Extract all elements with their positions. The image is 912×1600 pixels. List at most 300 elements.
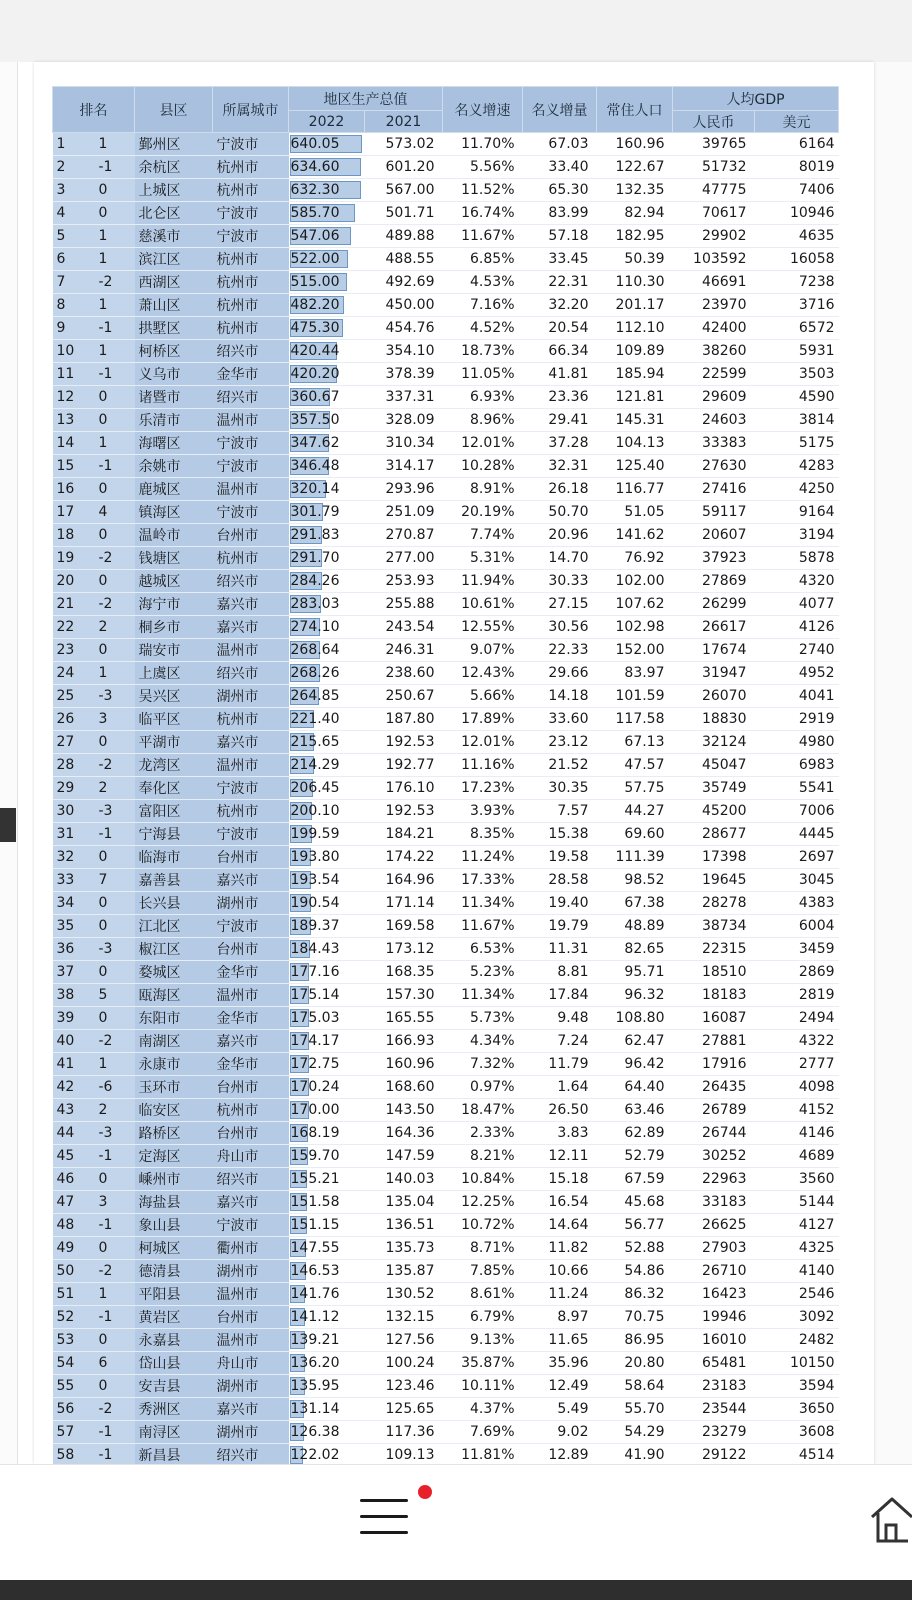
per-capita-usd-cell: 4283 <box>755 455 839 478</box>
gdp-2022-cell <box>289 179 365 202</box>
gdp-2022-cell <box>289 984 365 1007</box>
per-capita-usd-cell: 3560 <box>755 1168 839 1191</box>
table-row <box>53 938 839 961</box>
per-capita-rmb-cell: 17916 <box>673 1053 755 1076</box>
increase-cell: 10.66 <box>523 1260 597 1283</box>
gdp-2021-cell: 243.54 <box>365 616 443 639</box>
rank-cell: 24 <box>53 662 95 685</box>
city-cell: 台州市 <box>213 1122 289 1145</box>
population-cell: 111.39 <box>597 846 673 869</box>
county-cell: 江北区 <box>135 915 213 938</box>
table-row <box>53 501 839 524</box>
city-cell: 杭州市 <box>213 294 289 317</box>
growth-rate-cell: 16.74% <box>443 202 523 225</box>
header-city: 所属城市 <box>213 87 289 133</box>
county-cell: 宁海县 <box>135 823 213 846</box>
per-capita-usd-cell: 2740 <box>755 639 839 662</box>
table-body <box>53 133 839 1467</box>
gdp-2022-cell <box>289 409 365 432</box>
table-row <box>53 1306 839 1329</box>
rank-cell: 56 <box>53 1398 95 1421</box>
population-cell: 47.57 <box>597 754 673 777</box>
county-cell: 滨江区 <box>135 248 213 271</box>
gdp-2022-cell <box>289 1214 365 1237</box>
city-cell: 宁波市 <box>213 455 289 478</box>
rank-change-cell: 3 <box>95 708 135 731</box>
gdp-2021-cell: 337.31 <box>365 386 443 409</box>
gdp-2022-value: 522.00 <box>290 251 340 267</box>
gdp-2022-cell <box>289 363 365 386</box>
county-cell: 瓯海区 <box>135 984 213 1007</box>
gdp-2021-cell: 488.55 <box>365 248 443 271</box>
city-cell: 舟山市 <box>213 1352 289 1375</box>
county-cell: 越城区 <box>135 570 213 593</box>
per-capita-rmb-cell: 19946 <box>673 1306 755 1329</box>
rank-cell: 16 <box>53 478 95 501</box>
growth-rate-cell: 3.93% <box>443 800 523 823</box>
city-cell: 温州市 <box>213 409 289 432</box>
gdp-2022-value: 174.17 <box>290 1033 340 1049</box>
menu-line <box>360 1515 408 1518</box>
per-capita-usd-cell: 4590 <box>755 386 839 409</box>
per-capita-usd-cell: 2494 <box>755 1007 839 1030</box>
table-row <box>53 754 839 777</box>
county-cell: 奉化区 <box>135 777 213 800</box>
increase-cell: 30.33 <box>523 570 597 593</box>
per-capita-usd-cell: 9164 <box>755 501 839 524</box>
county-cell: 钱塘区 <box>135 547 213 570</box>
county-cell: 秀洲区 <box>135 1398 213 1421</box>
per-capita-usd-cell: 4146 <box>755 1122 839 1145</box>
rank-cell: 13 <box>53 409 95 432</box>
per-capita-usd-cell: 3650 <box>755 1398 839 1421</box>
bottom-navigation-bar <box>0 1464 912 1580</box>
county-cell: 永康市 <box>135 1053 213 1076</box>
population-cell: 102.98 <box>597 616 673 639</box>
increase-cell: 3.83 <box>523 1122 597 1145</box>
county-cell: 慈溪市 <box>135 225 213 248</box>
growth-rate-cell: 17.23% <box>443 777 523 800</box>
county-cell: 定海区 <box>135 1145 213 1168</box>
per-capita-usd-cell: 6983 <box>755 754 839 777</box>
population-cell: 109.89 <box>597 340 673 363</box>
rank-change-cell: -3 <box>95 685 135 708</box>
rank-change-cell: -2 <box>95 593 135 616</box>
county-cell: 镇海区 <box>135 501 213 524</box>
per-capita-rmb-cell: 38734 <box>673 915 755 938</box>
rank-change-cell: 0 <box>95 892 135 915</box>
growth-rate-cell: 8.91% <box>443 478 523 501</box>
increase-cell: 11.24 <box>523 1283 597 1306</box>
population-cell: 51.05 <box>597 501 673 524</box>
table-row <box>53 1260 839 1283</box>
rank-cell: 39 <box>53 1007 95 1030</box>
gdp-2021-cell: 117.36 <box>365 1421 443 1444</box>
per-capita-rmb-cell: 29122 <box>673 1444 755 1467</box>
gdp-2022-value: 320.14 <box>290 481 340 497</box>
growth-rate-cell: 7.74% <box>443 524 523 547</box>
increase-cell: 23.36 <box>523 386 597 409</box>
increase-cell: 16.54 <box>523 1191 597 1214</box>
rank-change-cell: 0 <box>95 524 135 547</box>
gdp-2022-cell <box>289 892 365 915</box>
gdp-2021-cell: 171.14 <box>365 892 443 915</box>
table-row <box>53 593 839 616</box>
gdp-2022-value: 634.60 <box>290 159 340 175</box>
gdp-2022-cell <box>289 570 365 593</box>
header-usd: 美元 <box>755 111 839 133</box>
county-cell: 海曙区 <box>135 432 213 455</box>
table-row <box>53 1076 839 1099</box>
rank-cell: 18 <box>53 524 95 547</box>
increase-cell: 22.31 <box>523 271 597 294</box>
table-row <box>53 570 839 593</box>
county-cell: 椒江区 <box>135 938 213 961</box>
bottom-edge-strip <box>0 1580 912 1600</box>
increase-cell: 33.40 <box>523 156 597 179</box>
rank-change-cell: -1 <box>95 1444 135 1467</box>
gdp-2022-cell <box>289 1076 365 1099</box>
rank-change-cell: 1 <box>95 340 135 363</box>
rank-change-cell: -2 <box>95 271 135 294</box>
population-cell: 141.62 <box>597 524 673 547</box>
gdp-2022-value: 283.03 <box>290 596 340 612</box>
county-cell: 桐乡市 <box>135 616 213 639</box>
city-cell: 湖州市 <box>213 1421 289 1444</box>
rank-change-cell: 1 <box>95 1053 135 1076</box>
population-cell: 67.38 <box>597 892 673 915</box>
per-capita-rmb-cell: 23970 <box>673 294 755 317</box>
growth-rate-cell: 5.66% <box>443 685 523 708</box>
gdp-2022-value: 177.16 <box>290 964 340 980</box>
population-cell: 95.71 <box>597 961 673 984</box>
per-capita-rmb-cell: 18183 <box>673 984 755 1007</box>
table-header <box>53 87 839 133</box>
gdp-2022-cell <box>289 1145 365 1168</box>
rank-change-cell: 0 <box>95 915 135 938</box>
per-capita-usd-cell: 10150 <box>755 1352 839 1375</box>
county-cell: 安吉县 <box>135 1375 213 1398</box>
per-capita-rmb-cell: 32124 <box>673 731 755 754</box>
increase-cell: 26.50 <box>523 1099 597 1122</box>
city-cell: 杭州市 <box>213 271 289 294</box>
per-capita-usd-cell: 3716 <box>755 294 839 317</box>
county-cell: 温岭市 <box>135 524 213 547</box>
table-row <box>53 892 839 915</box>
rank-change-cell: -2 <box>95 1260 135 1283</box>
gdp-2021-cell: 270.87 <box>365 524 443 547</box>
table-row <box>53 156 839 179</box>
table-row <box>53 1191 839 1214</box>
growth-rate-cell: 20.19% <box>443 501 523 524</box>
rank-cell: 29 <box>53 777 95 800</box>
rank-cell: 4 <box>53 202 95 225</box>
population-cell: 132.35 <box>597 179 673 202</box>
growth-rate-cell: 10.72% <box>443 1214 523 1237</box>
gdp-2021-cell: 135.87 <box>365 1260 443 1283</box>
gdp-2022-cell <box>289 432 365 455</box>
city-cell: 杭州市 <box>213 708 289 731</box>
rank-cell: 41 <box>53 1053 95 1076</box>
growth-rate-cell: 10.11% <box>443 1375 523 1398</box>
growth-rate-cell: 18.47% <box>443 1099 523 1122</box>
increase-cell: 15.38 <box>523 823 597 846</box>
gdp-2022-value: 193.54 <box>290 872 340 888</box>
per-capita-usd-cell: 2819 <box>755 984 839 1007</box>
city-cell: 温州市 <box>213 478 289 501</box>
per-capita-rmb-cell: 70617 <box>673 202 755 225</box>
gdp-2021-cell: 135.73 <box>365 1237 443 1260</box>
growth-rate-cell: 12.01% <box>443 432 523 455</box>
gdp-2021-cell: 450.00 <box>365 294 443 317</box>
population-cell: 67.13 <box>597 731 673 754</box>
city-cell: 宁波市 <box>213 225 289 248</box>
gdp-2022-cell <box>289 501 365 524</box>
gdp-2022-cell <box>289 1237 365 1260</box>
increase-cell: 12.11 <box>523 1145 597 1168</box>
county-cell: 乐清市 <box>135 409 213 432</box>
gdp-2022-value: 274.10 <box>290 619 340 635</box>
county-cell: 临安区 <box>135 1099 213 1122</box>
growth-rate-cell: 6.79% <box>443 1306 523 1329</box>
city-cell: 嘉兴市 <box>213 616 289 639</box>
table-row <box>53 432 839 455</box>
gdp-2021-cell: 143.50 <box>365 1099 443 1122</box>
table-row <box>53 616 839 639</box>
county-cell: 义乌市 <box>135 363 213 386</box>
population-cell: 82.65 <box>597 938 673 961</box>
rank-change-cell: 0 <box>95 1168 135 1191</box>
per-capita-rmb-cell: 35749 <box>673 777 755 800</box>
rank-change-cell: -1 <box>95 1145 135 1168</box>
increase-cell: 66.34 <box>523 340 597 363</box>
gdp-2021-cell: 328.09 <box>365 409 443 432</box>
per-capita-usd-cell: 4077 <box>755 593 839 616</box>
growth-rate-cell: 17.89% <box>443 708 523 731</box>
rank-change-cell: 0 <box>95 386 135 409</box>
gdp-2022-cell <box>289 1398 365 1421</box>
gdp-2021-cell: 140.03 <box>365 1168 443 1191</box>
rank-change-cell: 1 <box>95 662 135 685</box>
city-cell: 温州市 <box>213 1329 289 1352</box>
per-capita-rmb-cell: 18830 <box>673 708 755 731</box>
population-cell: 45.68 <box>597 1191 673 1214</box>
per-capita-rmb-cell: 45200 <box>673 800 755 823</box>
population-cell: 96.32 <box>597 984 673 1007</box>
header-population: 常住人口 <box>597 87 673 133</box>
population-cell: 201.17 <box>597 294 673 317</box>
per-capita-rmb-cell: 26070 <box>673 685 755 708</box>
per-capita-usd-cell: 10946 <box>755 202 839 225</box>
city-cell: 宁波市 <box>213 777 289 800</box>
gdp-2022-cell <box>289 1306 365 1329</box>
growth-rate-cell: 7.85% <box>443 1260 523 1283</box>
gdp-2021-cell: 130.52 <box>365 1283 443 1306</box>
increase-cell: 15.18 <box>523 1168 597 1191</box>
increase-cell: 8.97 <box>523 1306 597 1329</box>
population-cell: 185.94 <box>597 363 673 386</box>
rank-change-cell: 0 <box>95 961 135 984</box>
per-capita-rmb-cell: 45047 <box>673 754 755 777</box>
gdp-2021-cell: 238.60 <box>365 662 443 685</box>
city-cell: 杭州市 <box>213 156 289 179</box>
rank-cell: 42 <box>53 1076 95 1099</box>
per-capita-rmb-cell: 27869 <box>673 570 755 593</box>
gdp-2022-value: 632.30 <box>290 182 340 198</box>
county-cell: 嵊州市 <box>135 1168 213 1191</box>
county-cell: 嘉善县 <box>135 869 213 892</box>
per-capita-rmb-cell: 16087 <box>673 1007 755 1030</box>
table-row <box>53 1283 839 1306</box>
table-row <box>53 248 839 271</box>
rank-cell: 7 <box>53 271 95 294</box>
growth-rate-cell: 5.23% <box>443 961 523 984</box>
per-capita-rmb-cell: 29609 <box>673 386 755 409</box>
per-capita-rmb-cell: 59117 <box>673 501 755 524</box>
population-cell: 152.00 <box>597 639 673 662</box>
table-row <box>53 846 839 869</box>
per-capita-rmb-cell: 51732 <box>673 156 755 179</box>
gdp-2022-cell <box>289 1099 365 1122</box>
table-row <box>53 1168 839 1191</box>
table-row <box>53 1329 839 1352</box>
gdp-2022-value: 475.30 <box>290 320 340 336</box>
county-cell: 平阳县 <box>135 1283 213 1306</box>
city-cell: 嘉兴市 <box>213 1030 289 1053</box>
rank-change-cell: 0 <box>95 639 135 662</box>
city-cell: 宁波市 <box>213 133 289 156</box>
table-row <box>53 1352 839 1375</box>
growth-rate-cell: 11.05% <box>443 363 523 386</box>
gdp-2021-cell: 601.20 <box>365 156 443 179</box>
gdp-2021-cell: 310.34 <box>365 432 443 455</box>
per-capita-usd-cell: 3092 <box>755 1306 839 1329</box>
rank-change-cell: 1 <box>95 225 135 248</box>
per-capita-rmb-cell: 39765 <box>673 133 755 156</box>
city-cell: 台州市 <box>213 846 289 869</box>
growth-rate-cell: 8.96% <box>443 409 523 432</box>
header-increase: 名义增量 <box>523 87 597 133</box>
city-cell: 金华市 <box>213 363 289 386</box>
growth-rate-cell: 11.34% <box>443 984 523 1007</box>
growth-rate-cell: 7.69% <box>443 1421 523 1444</box>
city-cell: 金华市 <box>213 1007 289 1030</box>
population-cell: 67.59 <box>597 1168 673 1191</box>
gdp-2021-cell: 567.00 <box>365 179 443 202</box>
gdp-2022-cell <box>289 1260 365 1283</box>
city-cell: 嘉兴市 <box>213 1398 289 1421</box>
gdp-2022-cell <box>289 1053 365 1076</box>
increase-cell: 1.64 <box>523 1076 597 1099</box>
increase-cell: 33.45 <box>523 248 597 271</box>
gdp-2022-value: 135.95 <box>290 1378 340 1394</box>
table-row <box>53 225 839 248</box>
per-capita-usd-cell: 3459 <box>755 938 839 961</box>
growth-rate-cell: 12.25% <box>443 1191 523 1214</box>
rank-cell: 30 <box>53 800 95 823</box>
per-capita-usd-cell: 4980 <box>755 731 839 754</box>
rank-change-cell: 2 <box>95 777 135 800</box>
county-cell: 拱墅区 <box>135 317 213 340</box>
per-capita-rmb-cell: 33383 <box>673 432 755 455</box>
per-capita-usd-cell: 2919 <box>755 708 839 731</box>
county-cell: 鄞州区 <box>135 133 213 156</box>
city-cell: 绍兴市 <box>213 1444 289 1467</box>
gdp-2021-cell: 123.46 <box>365 1375 443 1398</box>
gdp-2022-cell <box>289 225 365 248</box>
county-cell: 长兴县 <box>135 892 213 915</box>
header-county: 县区 <box>135 87 213 133</box>
population-cell: 62.89 <box>597 1122 673 1145</box>
county-gdp-table <box>52 86 839 1467</box>
rank-cell: 55 <box>53 1375 95 1398</box>
per-capita-rmb-cell: 26744 <box>673 1122 755 1145</box>
gdp-2022-value: 155.21 <box>290 1171 340 1187</box>
population-cell: 83.97 <box>597 662 673 685</box>
growth-rate-cell: 6.93% <box>443 386 523 409</box>
gdp-2022-cell <box>289 685 365 708</box>
gdp-2021-cell: 253.93 <box>365 570 443 593</box>
hamburger-menu-icon[interactable] <box>356 1495 416 1539</box>
increase-cell: 14.70 <box>523 547 597 570</box>
per-capita-rmb-cell: 17398 <box>673 846 755 869</box>
per-capita-rmb-cell: 23183 <box>673 1375 755 1398</box>
growth-rate-cell: 11.67% <box>443 225 523 248</box>
city-cell: 宁波市 <box>213 823 289 846</box>
city-cell: 嘉兴市 <box>213 1191 289 1214</box>
gdp-2021-cell: 293.96 <box>365 478 443 501</box>
city-cell: 温州市 <box>213 639 289 662</box>
growth-rate-cell: 18.73% <box>443 340 523 363</box>
gdp-2022-value: 347.62 <box>290 435 340 451</box>
gdp-2022-value: 199.59 <box>290 826 340 842</box>
increase-cell: 26.18 <box>523 478 597 501</box>
per-capita-rmb-cell: 16423 <box>673 1283 755 1306</box>
table-row <box>53 731 839 754</box>
home-icon[interactable] <box>868 1491 912 1547</box>
city-cell: 宁波市 <box>213 432 289 455</box>
table-row <box>53 317 839 340</box>
gdp-2022-value: 200.10 <box>290 803 340 819</box>
gdp-2022-value: 151.58 <box>290 1194 340 1210</box>
per-capita-usd-cell: 2697 <box>755 846 839 869</box>
gdp-2021-cell: 127.56 <box>365 1329 443 1352</box>
per-capita-rmb-cell: 22599 <box>673 363 755 386</box>
per-capita-usd-cell: 5878 <box>755 547 839 570</box>
gdp-2022-value: 126.38 <box>290 1424 340 1440</box>
rank-change-cell: -3 <box>95 800 135 823</box>
increase-cell: 35.96 <box>523 1352 597 1375</box>
per-capita-usd-cell: 5541 <box>755 777 839 800</box>
rank-cell: 40 <box>53 1030 95 1053</box>
county-cell: 柯桥区 <box>135 340 213 363</box>
rank-cell: 45 <box>53 1145 95 1168</box>
table-row <box>53 1007 839 1030</box>
rank-change-cell: 0 <box>95 846 135 869</box>
per-capita-rmb-cell: 26299 <box>673 593 755 616</box>
growth-rate-cell: 10.84% <box>443 1168 523 1191</box>
gdp-2022-value: 515.00 <box>290 274 340 290</box>
city-cell: 台州市 <box>213 1076 289 1099</box>
per-capita-rmb-cell: 16010 <box>673 1329 755 1352</box>
increase-cell: 14.18 <box>523 685 597 708</box>
per-capita-usd-cell: 4514 <box>755 1444 839 1467</box>
per-capita-usd-cell: 4152 <box>755 1099 839 1122</box>
city-cell: 衢州市 <box>213 1237 289 1260</box>
county-cell: 诸暨市 <box>135 386 213 409</box>
header-gdp-group: 地区生产总值 <box>289 87 443 111</box>
growth-rate-cell: 5.31% <box>443 547 523 570</box>
